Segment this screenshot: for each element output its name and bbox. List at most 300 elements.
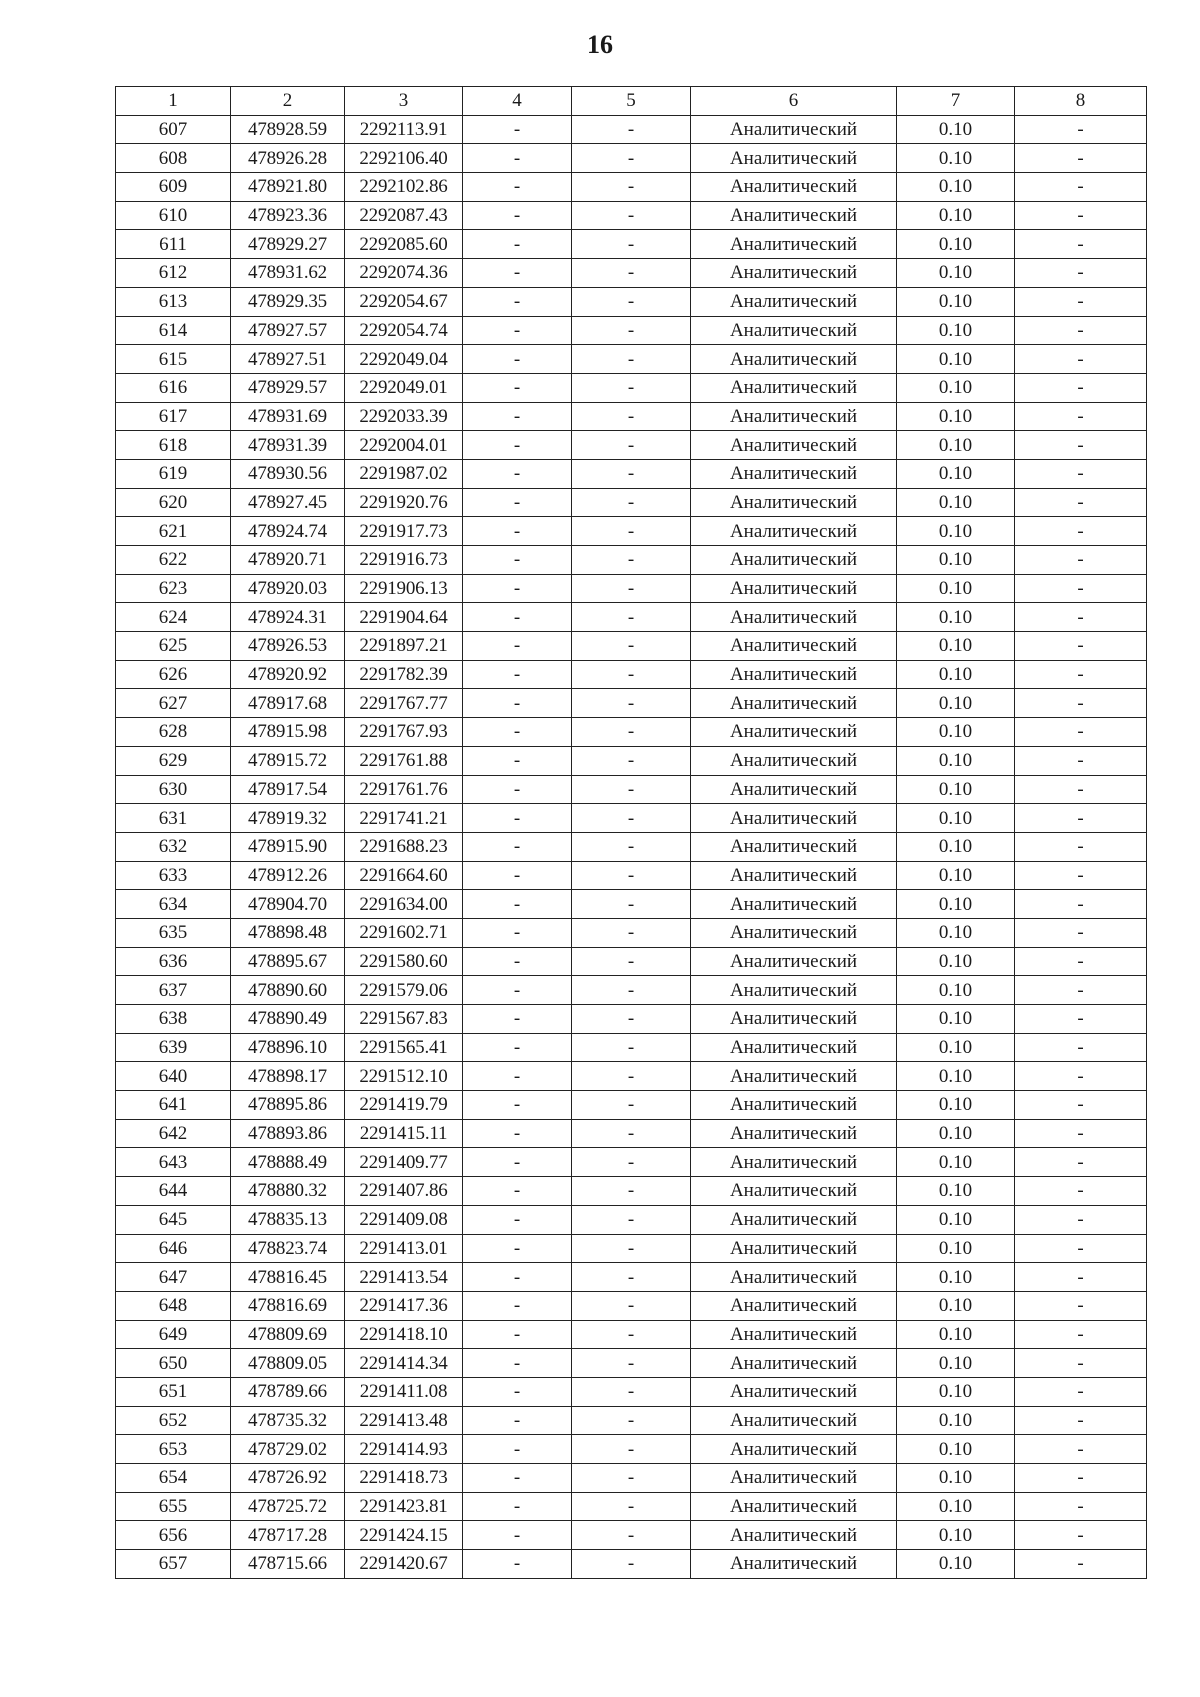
cell-method: Аналитический xyxy=(691,632,897,661)
cell-accuracy: 0.10 xyxy=(897,1406,1015,1435)
cell-y-coordinate: 2292049.04 xyxy=(345,345,463,374)
cell-accuracy: 0.10 xyxy=(897,1492,1015,1521)
cell-point-number: 647 xyxy=(116,1263,231,1292)
cell-x-coordinate: 478915.98 xyxy=(231,718,345,747)
cell-y-coordinate: 2291423.81 xyxy=(345,1492,463,1521)
cell-col-5-value: - xyxy=(572,775,691,804)
cell-col-5-value: - xyxy=(572,1320,691,1349)
cell-col-4-value: - xyxy=(463,115,572,144)
cell-col-8-value: - xyxy=(1015,173,1147,202)
column-header-1: 1 xyxy=(116,87,231,116)
cell-accuracy: 0.10 xyxy=(897,660,1015,689)
cell-point-number: 636 xyxy=(116,947,231,976)
table-row xyxy=(116,660,1147,689)
cell-accuracy: 0.10 xyxy=(897,1349,1015,1378)
cell-point-number: 653 xyxy=(116,1435,231,1464)
cell-accuracy: 0.10 xyxy=(897,804,1015,833)
cell-method: Аналитический xyxy=(691,947,897,976)
cell-x-coordinate: 478789.66 xyxy=(231,1377,345,1406)
table-row xyxy=(116,115,1147,144)
cell-method: Аналитический xyxy=(691,488,897,517)
table-row xyxy=(116,976,1147,1005)
cell-col-5-value: - xyxy=(572,115,691,144)
cell-point-number: 620 xyxy=(116,488,231,517)
table-row xyxy=(116,861,1147,890)
cell-point-number: 626 xyxy=(116,660,231,689)
cell-y-coordinate: 2292074.36 xyxy=(345,259,463,288)
cell-col-5-value: - xyxy=(572,1119,691,1148)
cell-col-4-value: - xyxy=(463,1119,572,1148)
cell-method: Аналитический xyxy=(691,1263,897,1292)
cell-col-4-value: - xyxy=(463,1148,572,1177)
cell-col-4-value: - xyxy=(463,488,572,517)
table-row xyxy=(116,230,1147,259)
cell-accuracy: 0.10 xyxy=(897,488,1015,517)
cell-col-4-value: - xyxy=(463,373,572,402)
cell-method: Аналитический xyxy=(691,1148,897,1177)
column-header-4: 4 xyxy=(463,87,572,116)
cell-col-4-value: - xyxy=(463,1521,572,1550)
cell-x-coordinate: 478898.17 xyxy=(231,1062,345,1091)
cell-accuracy: 0.10 xyxy=(897,603,1015,632)
cell-col-4-value: - xyxy=(463,1349,572,1378)
cell-y-coordinate: 2292004.01 xyxy=(345,431,463,460)
table-row xyxy=(116,316,1147,345)
table-row xyxy=(116,1148,1147,1177)
cell-x-coordinate: 478927.51 xyxy=(231,345,345,374)
cell-col-8-value: - xyxy=(1015,861,1147,890)
cell-col-8-value: - xyxy=(1015,459,1147,488)
cell-y-coordinate: 2291987.02 xyxy=(345,459,463,488)
cell-col-4-value: - xyxy=(463,1377,572,1406)
cell-col-5-value: - xyxy=(572,1291,691,1320)
cell-col-4-value: - xyxy=(463,1464,572,1493)
table-row xyxy=(116,1406,1147,1435)
table-row xyxy=(116,1291,1147,1320)
cell-point-number: 639 xyxy=(116,1033,231,1062)
cell-method: Аналитический xyxy=(691,1119,897,1148)
column-header-3: 3 xyxy=(345,87,463,116)
cell-point-number: 655 xyxy=(116,1492,231,1521)
cell-col-5-value: - xyxy=(572,546,691,575)
table-row xyxy=(116,201,1147,230)
cell-accuracy: 0.10 xyxy=(897,115,1015,144)
cell-col-5-value: - xyxy=(572,144,691,173)
cell-accuracy: 0.10 xyxy=(897,1291,1015,1320)
cell-method: Аналитический xyxy=(691,1349,897,1378)
cell-point-number: 627 xyxy=(116,689,231,718)
cell-col-5-value: - xyxy=(572,1177,691,1206)
cell-x-coordinate: 478835.13 xyxy=(231,1205,345,1234)
cell-x-coordinate: 478915.90 xyxy=(231,832,345,861)
cell-col-4-value: - xyxy=(463,1291,572,1320)
cell-y-coordinate: 2291414.93 xyxy=(345,1435,463,1464)
cell-method: Аналитический xyxy=(691,316,897,345)
cell-method: Аналитический xyxy=(691,115,897,144)
cell-col-5-value: - xyxy=(572,201,691,230)
cell-x-coordinate: 478931.39 xyxy=(231,431,345,460)
cell-col-5-value: - xyxy=(572,1091,691,1120)
cell-col-4-value: - xyxy=(463,201,572,230)
table-row xyxy=(116,459,1147,488)
cell-x-coordinate: 478888.49 xyxy=(231,1148,345,1177)
cell-x-coordinate: 478912.26 xyxy=(231,861,345,890)
table-row xyxy=(116,517,1147,546)
cell-col-4-value: - xyxy=(463,1435,572,1464)
cell-col-8-value: - xyxy=(1015,316,1147,345)
cell-method: Аналитический xyxy=(691,746,897,775)
cell-accuracy: 0.10 xyxy=(897,1320,1015,1349)
cell-point-number: 645 xyxy=(116,1205,231,1234)
cell-x-coordinate: 478895.86 xyxy=(231,1091,345,1120)
table-row xyxy=(116,804,1147,833)
table-row xyxy=(116,574,1147,603)
table-row xyxy=(116,1177,1147,1206)
table-row xyxy=(116,1435,1147,1464)
cell-accuracy: 0.10 xyxy=(897,1550,1015,1579)
cell-accuracy: 0.10 xyxy=(897,431,1015,460)
cell-col-8-value: - xyxy=(1015,201,1147,230)
cell-col-5-value: - xyxy=(572,1005,691,1034)
cell-y-coordinate: 2291767.93 xyxy=(345,718,463,747)
cell-col-5-value: - xyxy=(572,660,691,689)
cell-col-8-value: - xyxy=(1015,1550,1147,1579)
cell-y-coordinate: 2291916.73 xyxy=(345,546,463,575)
cell-accuracy: 0.10 xyxy=(897,918,1015,947)
cell-accuracy: 0.10 xyxy=(897,173,1015,202)
cell-point-number: 633 xyxy=(116,861,231,890)
cell-point-number: 632 xyxy=(116,832,231,861)
table-row xyxy=(116,488,1147,517)
cell-y-coordinate: 2291420.67 xyxy=(345,1550,463,1579)
cell-accuracy: 0.10 xyxy=(897,1234,1015,1263)
cell-col-4-value: - xyxy=(463,1177,572,1206)
cell-col-4-value: - xyxy=(463,1492,572,1521)
cell-method: Аналитический xyxy=(691,287,897,316)
cell-accuracy: 0.10 xyxy=(897,1033,1015,1062)
cell-x-coordinate: 478929.57 xyxy=(231,373,345,402)
cell-col-5-value: - xyxy=(572,1521,691,1550)
cell-col-8-value: - xyxy=(1015,632,1147,661)
cell-y-coordinate: 2291413.01 xyxy=(345,1234,463,1263)
cell-accuracy: 0.10 xyxy=(897,1435,1015,1464)
cell-point-number: 615 xyxy=(116,345,231,374)
cell-x-coordinate: 478929.27 xyxy=(231,230,345,259)
cell-x-coordinate: 478924.74 xyxy=(231,517,345,546)
cell-method: Аналитический xyxy=(691,775,897,804)
cell-accuracy: 0.10 xyxy=(897,373,1015,402)
cell-col-8-value: - xyxy=(1015,287,1147,316)
cell-x-coordinate: 478917.68 xyxy=(231,689,345,718)
cell-col-5-value: - xyxy=(572,373,691,402)
cell-point-number: 623 xyxy=(116,574,231,603)
cell-method: Аналитический xyxy=(691,603,897,632)
cell-col-8-value: - xyxy=(1015,144,1147,173)
cell-x-coordinate: 478920.92 xyxy=(231,660,345,689)
cell-point-number: 616 xyxy=(116,373,231,402)
cell-accuracy: 0.10 xyxy=(897,1263,1015,1292)
cell-col-5-value: - xyxy=(572,1435,691,1464)
cell-col-4-value: - xyxy=(463,1205,572,1234)
table-header-row xyxy=(116,87,1147,116)
cell-point-number: 649 xyxy=(116,1320,231,1349)
table-row xyxy=(116,1492,1147,1521)
cell-x-coordinate: 478921.80 xyxy=(231,173,345,202)
cell-col-5-value: - xyxy=(572,804,691,833)
table-row xyxy=(116,1119,1147,1148)
cell-point-number: 611 xyxy=(116,230,231,259)
cell-col-4-value: - xyxy=(463,1263,572,1292)
cell-method: Аналитический xyxy=(691,144,897,173)
cell-y-coordinate: 2291906.13 xyxy=(345,574,463,603)
cell-y-coordinate: 2291741.21 xyxy=(345,804,463,833)
cell-y-coordinate: 2291413.48 xyxy=(345,1406,463,1435)
cell-y-coordinate: 2292087.43 xyxy=(345,201,463,230)
cell-accuracy: 0.10 xyxy=(897,976,1015,1005)
cell-method: Аналитический xyxy=(691,918,897,947)
cell-col-8-value: - xyxy=(1015,1406,1147,1435)
cell-method: Аналитический xyxy=(691,890,897,919)
cell-col-5-value: - xyxy=(572,488,691,517)
cell-y-coordinate: 2292033.39 xyxy=(345,402,463,431)
cell-col-8-value: - xyxy=(1015,1033,1147,1062)
cell-col-8-value: - xyxy=(1015,1349,1147,1378)
cell-col-8-value: - xyxy=(1015,804,1147,833)
cell-y-coordinate: 2291904.64 xyxy=(345,603,463,632)
cell-method: Аналитический xyxy=(691,1205,897,1234)
cell-col-8-value: - xyxy=(1015,1320,1147,1349)
cell-accuracy: 0.10 xyxy=(897,746,1015,775)
cell-x-coordinate: 478920.03 xyxy=(231,574,345,603)
cell-y-coordinate: 2291512.10 xyxy=(345,1062,463,1091)
cell-point-number: 654 xyxy=(116,1464,231,1493)
cell-method: Аналитический xyxy=(691,201,897,230)
cell-y-coordinate: 2291565.41 xyxy=(345,1033,463,1062)
cell-col-5-value: - xyxy=(572,689,691,718)
cell-col-8-value: - xyxy=(1015,517,1147,546)
cell-x-coordinate: 478816.45 xyxy=(231,1263,345,1292)
cell-accuracy: 0.10 xyxy=(897,459,1015,488)
cell-col-8-value: - xyxy=(1015,1464,1147,1493)
cell-y-coordinate: 2291761.88 xyxy=(345,746,463,775)
cell-y-coordinate: 2291580.60 xyxy=(345,947,463,976)
cell-method: Аналитический xyxy=(691,431,897,460)
cell-col-8-value: - xyxy=(1015,1119,1147,1148)
cell-col-4-value: - xyxy=(463,173,572,202)
cell-col-5-value: - xyxy=(572,1062,691,1091)
cell-col-8-value: - xyxy=(1015,718,1147,747)
cell-col-8-value: - xyxy=(1015,603,1147,632)
cell-col-4-value: - xyxy=(463,345,572,374)
cell-col-4-value: - xyxy=(463,1406,572,1435)
cell-x-coordinate: 478717.28 xyxy=(231,1521,345,1550)
cell-point-number: 607 xyxy=(116,115,231,144)
cell-x-coordinate: 478931.62 xyxy=(231,259,345,288)
cell-col-4-value: - xyxy=(463,259,572,288)
cell-y-coordinate: 2291782.39 xyxy=(345,660,463,689)
cell-y-coordinate: 2291664.60 xyxy=(345,861,463,890)
cell-point-number: 609 xyxy=(116,173,231,202)
cell-point-number: 642 xyxy=(116,1119,231,1148)
cell-method: Аналитический xyxy=(691,1005,897,1034)
cell-col-4-value: - xyxy=(463,603,572,632)
cell-col-4-value: - xyxy=(463,689,572,718)
table-row xyxy=(116,1464,1147,1493)
cell-col-5-value: - xyxy=(572,746,691,775)
table-row xyxy=(116,144,1147,173)
cell-col-8-value: - xyxy=(1015,1148,1147,1177)
cell-method: Аналитический xyxy=(691,1062,897,1091)
cell-point-number: 624 xyxy=(116,603,231,632)
cell-x-coordinate: 478809.69 xyxy=(231,1320,345,1349)
cell-col-5-value: - xyxy=(572,1263,691,1292)
cell-col-4-value: - xyxy=(463,718,572,747)
cell-x-coordinate: 478893.86 xyxy=(231,1119,345,1148)
cell-point-number: 621 xyxy=(116,517,231,546)
cell-y-coordinate: 2291415.11 xyxy=(345,1119,463,1148)
cell-col-4-value: - xyxy=(463,804,572,833)
cell-x-coordinate: 478931.69 xyxy=(231,402,345,431)
cell-col-8-value: - xyxy=(1015,1005,1147,1034)
table-row xyxy=(116,718,1147,747)
cell-col-4-value: - xyxy=(463,1091,572,1120)
cell-col-5-value: - xyxy=(572,1033,691,1062)
cell-method: Аналитический xyxy=(691,1550,897,1579)
cell-point-number: 657 xyxy=(116,1550,231,1579)
cell-point-number: 630 xyxy=(116,775,231,804)
cell-col-8-value: - xyxy=(1015,1062,1147,1091)
cell-x-coordinate: 478917.54 xyxy=(231,775,345,804)
cell-col-4-value: - xyxy=(463,746,572,775)
cell-accuracy: 0.10 xyxy=(897,144,1015,173)
cell-col-4-value: - xyxy=(463,574,572,603)
cell-col-8-value: - xyxy=(1015,947,1147,976)
table-row xyxy=(116,1263,1147,1292)
cell-col-5-value: - xyxy=(572,1550,691,1579)
cell-point-number: 640 xyxy=(116,1062,231,1091)
cell-x-coordinate: 478927.57 xyxy=(231,316,345,345)
cell-accuracy: 0.10 xyxy=(897,1377,1015,1406)
cell-col-8-value: - xyxy=(1015,832,1147,861)
cell-col-5-value: - xyxy=(572,1492,691,1521)
cell-method: Аналитический xyxy=(691,660,897,689)
cell-y-coordinate: 2291761.76 xyxy=(345,775,463,804)
cell-x-coordinate: 478923.36 xyxy=(231,201,345,230)
cell-point-number: 618 xyxy=(116,431,231,460)
cell-accuracy: 0.10 xyxy=(897,259,1015,288)
table-row xyxy=(116,1062,1147,1091)
cell-col-8-value: - xyxy=(1015,746,1147,775)
cell-y-coordinate: 2291407.86 xyxy=(345,1177,463,1206)
cell-accuracy: 0.10 xyxy=(897,632,1015,661)
cell-x-coordinate: 478927.45 xyxy=(231,488,345,517)
table-row xyxy=(116,1091,1147,1120)
cell-accuracy: 0.10 xyxy=(897,890,1015,919)
cell-method: Аналитический xyxy=(691,1377,897,1406)
cell-col-5-value: - xyxy=(572,316,691,345)
cell-accuracy: 0.10 xyxy=(897,1119,1015,1148)
cell-col-8-value: - xyxy=(1015,976,1147,1005)
cell-col-8-value: - xyxy=(1015,1377,1147,1406)
cell-point-number: 650 xyxy=(116,1349,231,1378)
cell-col-5-value: - xyxy=(572,230,691,259)
column-header-6: 6 xyxy=(691,87,897,116)
cell-accuracy: 0.10 xyxy=(897,1062,1015,1091)
cell-col-5-value: - xyxy=(572,947,691,976)
cell-point-number: 622 xyxy=(116,546,231,575)
cell-accuracy: 0.10 xyxy=(897,1005,1015,1034)
table-row xyxy=(116,1005,1147,1034)
cell-y-coordinate: 2291409.77 xyxy=(345,1148,463,1177)
cell-point-number: 648 xyxy=(116,1291,231,1320)
cell-y-coordinate: 2292054.67 xyxy=(345,287,463,316)
cell-col-8-value: - xyxy=(1015,546,1147,575)
cell-col-4-value: - xyxy=(463,459,572,488)
cell-y-coordinate: 2291897.21 xyxy=(345,632,463,661)
table-row xyxy=(116,890,1147,919)
cell-col-5-value: - xyxy=(572,861,691,890)
cell-y-coordinate: 2291417.36 xyxy=(345,1291,463,1320)
cell-col-5-value: - xyxy=(572,976,691,1005)
cell-y-coordinate: 2292054.74 xyxy=(345,316,463,345)
table-row xyxy=(116,947,1147,976)
cell-method: Аналитический xyxy=(691,517,897,546)
table-row xyxy=(116,632,1147,661)
cell-y-coordinate: 2292113.91 xyxy=(345,115,463,144)
cell-col-4-value: - xyxy=(463,1320,572,1349)
table-row xyxy=(116,546,1147,575)
cell-col-4-value: - xyxy=(463,546,572,575)
cell-x-coordinate: 478919.32 xyxy=(231,804,345,833)
cell-col-8-value: - xyxy=(1015,918,1147,947)
cell-point-number: 629 xyxy=(116,746,231,775)
coordinates-table xyxy=(115,86,1147,1579)
cell-x-coordinate: 478726.92 xyxy=(231,1464,345,1493)
cell-accuracy: 0.10 xyxy=(897,1091,1015,1120)
cell-col-5-value: - xyxy=(572,574,691,603)
cell-col-5-value: - xyxy=(572,1377,691,1406)
column-header-8: 8 xyxy=(1015,87,1147,116)
cell-col-4-value: - xyxy=(463,431,572,460)
cell-method: Аналитический xyxy=(691,1406,897,1435)
cell-y-coordinate: 2291688.23 xyxy=(345,832,463,861)
cell-point-number: 644 xyxy=(116,1177,231,1206)
cell-col-4-value: - xyxy=(463,316,572,345)
cell-point-number: 614 xyxy=(116,316,231,345)
table-row xyxy=(116,1521,1147,1550)
cell-col-5-value: - xyxy=(572,718,691,747)
table-row xyxy=(116,1234,1147,1263)
cell-method: Аналитический xyxy=(691,804,897,833)
cell-col-8-value: - xyxy=(1015,1091,1147,1120)
cell-col-8-value: - xyxy=(1015,115,1147,144)
cell-col-5-value: - xyxy=(572,431,691,460)
cell-method: Аналитический xyxy=(691,546,897,575)
cell-point-number: 646 xyxy=(116,1234,231,1263)
cell-col-5-value: - xyxy=(572,1349,691,1378)
cell-y-coordinate: 2291567.83 xyxy=(345,1005,463,1034)
cell-col-5-value: - xyxy=(572,1148,691,1177)
cell-x-coordinate: 478890.49 xyxy=(231,1005,345,1034)
cell-col-8-value: - xyxy=(1015,660,1147,689)
table-row xyxy=(116,1205,1147,1234)
cell-y-coordinate: 2291634.00 xyxy=(345,890,463,919)
cell-col-4-value: - xyxy=(463,287,572,316)
cell-col-4-value: - xyxy=(463,947,572,976)
cell-method: Аналитический xyxy=(691,1291,897,1320)
cell-method: Аналитический xyxy=(691,373,897,402)
cell-y-coordinate: 2291414.34 xyxy=(345,1349,463,1378)
